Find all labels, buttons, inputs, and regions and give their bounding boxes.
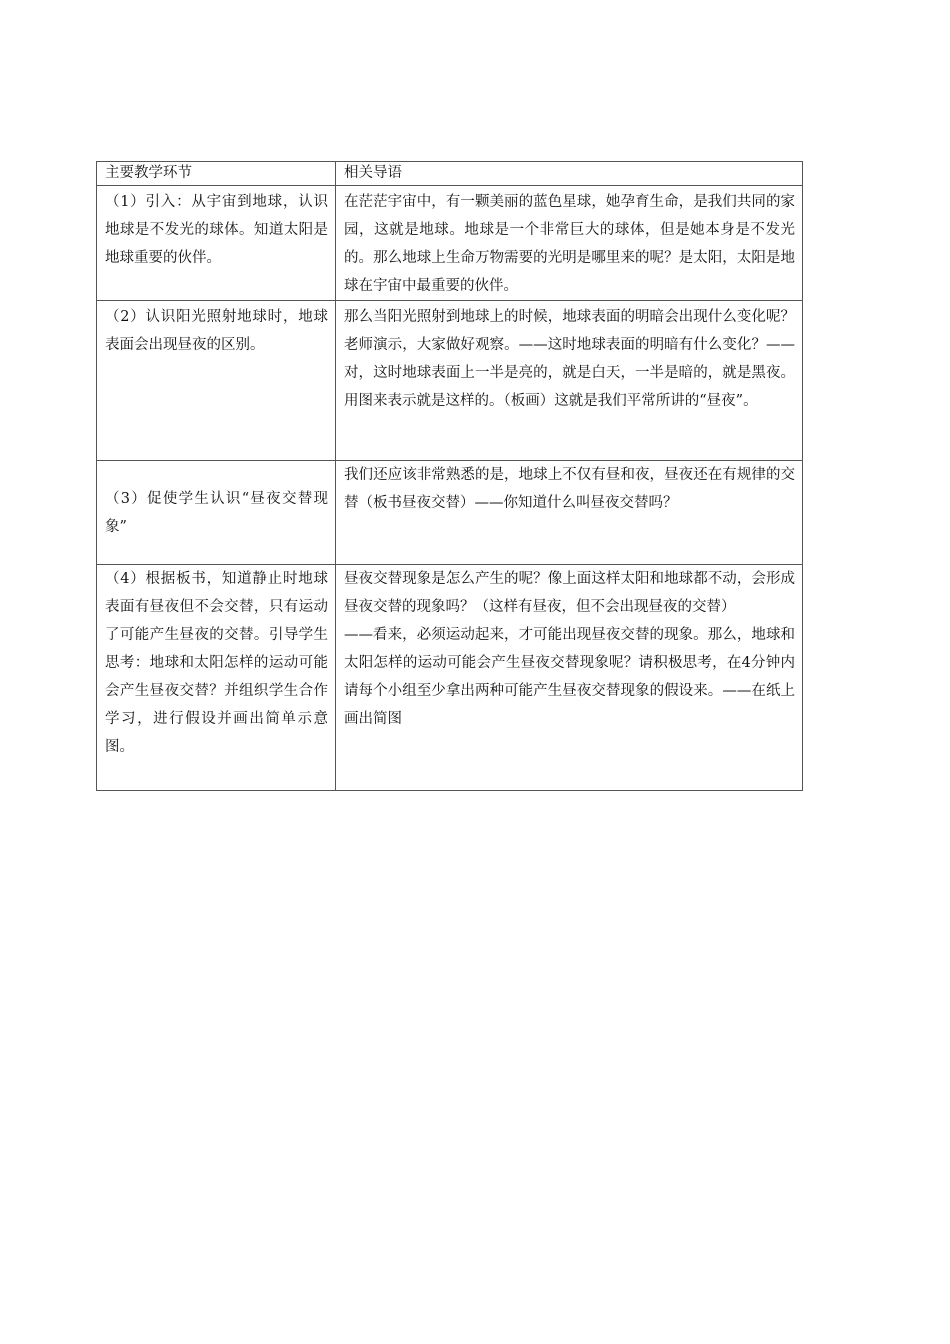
guidance-cell: 在茫茫宇宙中，有一颗美丽的蓝色星球，她孕育生命，是我们共同的家园，这就是地球。地球是一个非常巨大的球体，但是她本身是不发光的。那么地球上生命万物需要的光明是哪里来的呢？是太阳，太阳是地球在宇宙中最重要的伙伴。	[336, 186, 803, 301]
guidance-paragraph: ——看来，必须运动起来，才可能出现昼夜交替的现象。那么，地球和太阳怎样的运动可能会产生昼夜交替现象呢？请积极思考，在4分钟内请每个小组至少拿出两种可能产生昼夜交替现象的假设来。——在纸上画出简图	[344, 627, 795, 727]
guidance-cell: 我们还应该非常熟悉的是，地球上不仅有昼和夜，昼夜还在有规律的交替（板书昼夜交替）——你知道什么叫昼夜交替吗？	[336, 461, 803, 565]
teaching-step-cell: （1）引入：从宇宙到地球，认识地球是不发光的球体。知道太阳是地球重要的伙伴。	[97, 186, 336, 301]
table-row	[97, 461, 803, 565]
guidance-paragraph: 昼夜交替现象是怎么产生的呢？像上面这样太阳和地球都不动，会形成昼夜交替的现象吗？（这样有昼夜，但不会出现昼夜的交替）	[344, 571, 795, 615]
header-related-guidance: 相关导语	[336, 162, 803, 186]
teaching-step-cell: （4）根据板书，知道静止时地球表面有昼夜但不会交替，只有运动了可能产生昼夜的交替。引导学生思考：地球和太阳怎样的运动可能会产生昼夜交替？并组织学生合作学习，进行假设并画出简单示意图。	[97, 565, 336, 791]
teaching-step-cell: （2）认识阳光照射地球时，地球表面会出现昼夜的区别。	[97, 301, 336, 461]
table-row	[97, 565, 803, 791]
lesson-plan-table	[96, 161, 803, 791]
teaching-step-cell: （3）促使学生认识“昼夜交替现象”	[97, 461, 336, 565]
guidance-cell: 那么当阳光照射到地球上的时候，地球表面的明暗会出现什么变化呢？老师演示，大家做好观察。——这时地球表面的明暗有什么变化？——对，这时地球表面上一半是亮的，就是白天，一半是暗的，就是黑夜。用图来表示就是这样的。（板画）这就是我们平常所讲的“昼夜”。	[336, 301, 803, 461]
table-row	[97, 301, 803, 461]
header-main-teaching-step: 主要教学环节	[97, 162, 336, 186]
table-row	[97, 186, 803, 301]
guidance-cell	[336, 565, 803, 791]
table-header-row	[97, 162, 803, 186]
